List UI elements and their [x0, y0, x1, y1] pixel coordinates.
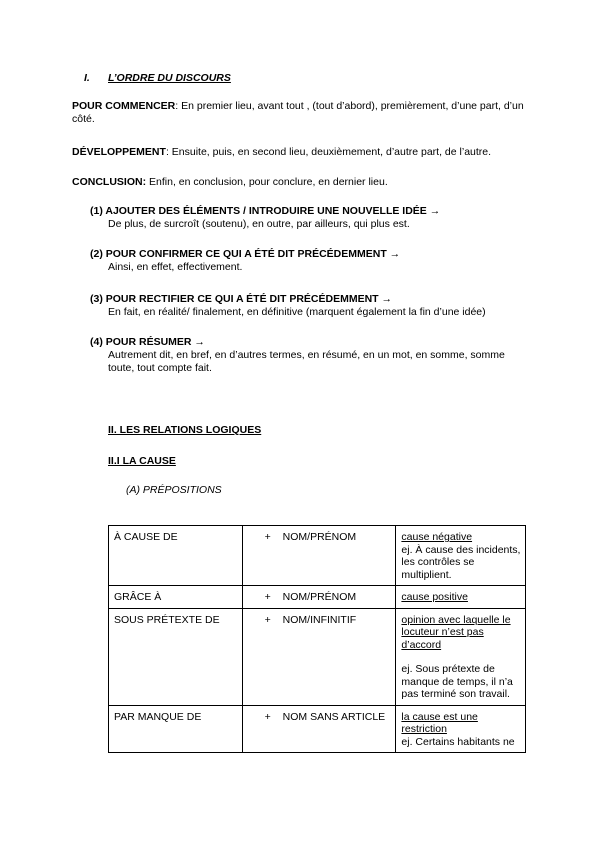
example-text: ej. À cause des incidents, les contrôles se multiplient.	[401, 543, 521, 581]
section-1-heading: L’ORDRE DU DISCOURS	[108, 72, 231, 84]
expression-cell: SOUS PRÉTEXTE DE	[109, 608, 243, 705]
conclusion-label: CONCLUSION:	[72, 176, 147, 188]
meaning-text: opinion avec laquelle le locuteur n’est pas d’accord	[401, 613, 511, 651]
table-row	[109, 526, 526, 586]
section-2-title: II. LES RELATIONS LOGIQUES	[108, 424, 262, 436]
commencer-text: : En premier lieu, avant tout , (tout d’abord), premièrement, d’une part, d’un côté.	[72, 100, 524, 125]
plus-sign: +	[264, 531, 271, 543]
meaning-cell	[396, 526, 526, 586]
item-heading: (4) POUR RÉSUMER →	[90, 336, 205, 348]
construction-text: NOM/INFINITIF	[282, 613, 357, 626]
section-2-1-title: II.I LA CAUSE	[108, 455, 176, 467]
meaning-cell	[396, 705, 526, 753]
construction-cell	[242, 705, 396, 753]
paragraph-developpement	[72, 146, 532, 159]
construction-text: NOM SANS ARTICLE	[282, 710, 386, 723]
prepositions-title: (A) PRÉPOSITIONS	[126, 484, 222, 496]
item-heading: (3) POUR RECTIFIER CE QUI A ÉTÉ DIT PRÉCÉDEMMENT →	[90, 293, 392, 305]
construction-text: NOM/PRÉNOM	[282, 591, 357, 603]
causes-table	[108, 525, 526, 753]
commencer-label: POUR COMMENCER	[72, 100, 176, 112]
list-item	[90, 248, 530, 274]
list-item	[90, 336, 530, 375]
example-text: ej. Sous prétexte de manque de temps, il n’a pas terminé son travail.	[401, 663, 513, 700]
paragraph-conclusion	[72, 176, 532, 189]
table-row	[109, 705, 526, 753]
plus-sign: +	[264, 710, 271, 723]
item-body: En fait, en réalité/ finalement, en définitive (marquent également la fin d’une idée)	[108, 306, 486, 318]
item-body: Autrement dit, en bref, en d’autres termes, en résumé, en un mot, en somme, somme toute, tout compte fait.	[108, 349, 505, 374]
item-heading: (2) POUR CONFIRMER CE QUI A ÉTÉ DIT PRÉCÉDEMMENT →	[90, 248, 401, 260]
item-body: Ainsi, en effet, effectivement.	[108, 261, 243, 273]
table-row	[109, 586, 526, 609]
conclusion-text: Enfin, en conclusion, pour conclure, en dernier lieu.	[146, 176, 388, 188]
meaning-cell	[396, 586, 526, 609]
meaning-cell	[396, 608, 526, 705]
construction-cell	[242, 586, 396, 609]
table-row	[109, 608, 526, 705]
plus-sign: +	[264, 613, 271, 626]
list-item	[90, 205, 530, 231]
expression-cell: GRÂCE À	[109, 586, 243, 609]
developpement-text: : Ensuite, puis, en second lieu, deuxièmement, d’autre part, de l’autre.	[165, 146, 492, 158]
expression-cell: PAR MANQUE DE	[109, 705, 243, 753]
construction-text: NOM/PRÉNOM	[282, 531, 357, 543]
meaning-text: cause positive	[401, 591, 468, 603]
meaning-text: la cause est une restriction	[401, 710, 478, 735]
meaning-text: cause négative	[401, 531, 473, 543]
developpement-label: DÉVELOPPEMENT	[72, 146, 166, 158]
section-1-title	[84, 72, 231, 85]
plus-sign: +	[264, 591, 271, 603]
item-heading: (1) AJOUTER DES ÉLÉMENTS / INTRODUIRE UNE NOUVELLE IDÉE →	[90, 205, 441, 217]
paragraph-commencer	[72, 100, 532, 126]
expression-cell: À CAUSE DE	[109, 526, 243, 586]
construction-cell	[242, 526, 396, 586]
item-body: De plus, de surcroît (soutenu), en outre, par ailleurs, qui plus est.	[108, 218, 410, 230]
list-item	[90, 293, 530, 319]
construction-cell	[242, 608, 396, 705]
section-1-number: I.	[84, 72, 90, 84]
example-text: ej. Certains habitants ne	[401, 735, 515, 748]
